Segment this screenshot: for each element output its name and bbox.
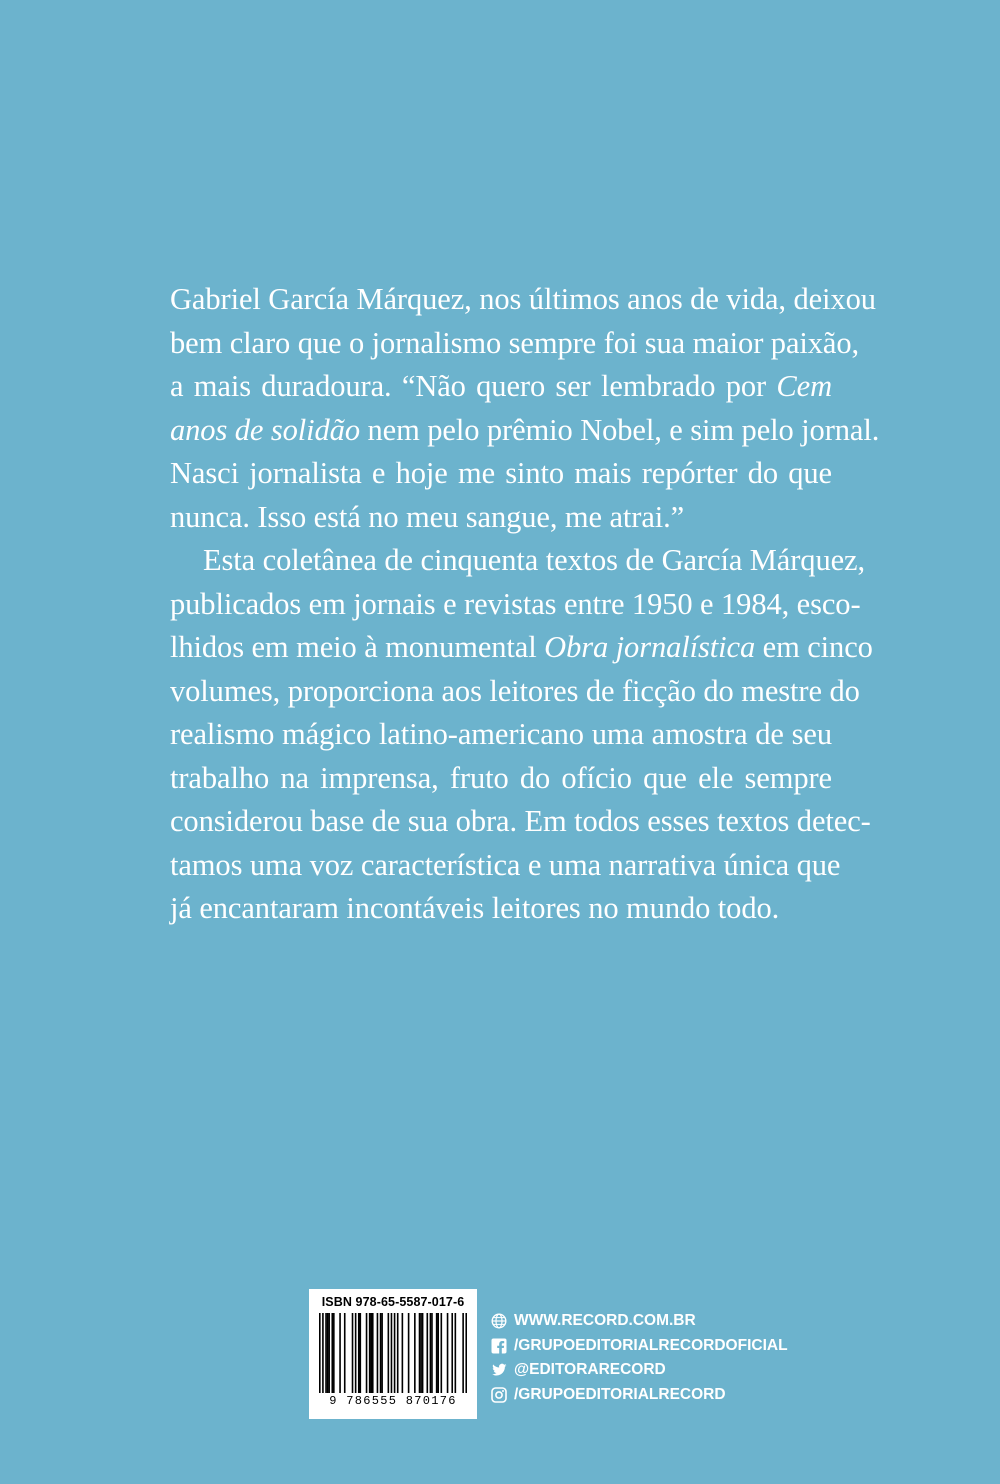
contact-twitter-text: @EDITORARECORD xyxy=(514,1361,666,1379)
contact-facebook-text: /GRUPOEDITORIALRECORDOFICIAL xyxy=(514,1336,788,1354)
blurb-line: bem claro que o jornalismo sempre foi sua maior paixão, xyxy=(170,325,860,360)
barcode-bar xyxy=(462,1313,464,1393)
blurb-line: trabalho na imprensa, fruto do ofício que ele sempre xyxy=(170,760,832,795)
barcode-bar xyxy=(369,1313,371,1393)
blurb-text: a mais duradoura. “Não quero ser lembrado por xyxy=(170,369,777,403)
barcode-bar xyxy=(325,1313,327,1393)
contact-website[interactable] xyxy=(491,1309,788,1334)
barcode-bar xyxy=(380,1313,382,1393)
blurb-line: realismo mágico latino-americano uma amostra de seu xyxy=(170,717,832,751)
contact-twitter[interactable] xyxy=(491,1358,788,1383)
barcode-bar xyxy=(339,1313,341,1393)
back-cover-blurb xyxy=(170,278,880,931)
barcode-bar xyxy=(377,1313,379,1393)
barcode-bar xyxy=(327,1313,329,1393)
globe-icon xyxy=(491,1313,507,1329)
blurb-line: já encantaram incontáveis leitores no mundo todo. xyxy=(170,891,780,925)
barcode-bar xyxy=(431,1313,433,1393)
barcode-bar xyxy=(391,1313,393,1393)
barcode-bar xyxy=(381,1313,383,1393)
facebook-icon xyxy=(491,1338,507,1354)
blurb-line xyxy=(170,409,880,453)
barcode-bar xyxy=(319,1313,321,1393)
barcode-bar xyxy=(366,1313,368,1393)
contact-facebook[interactable] xyxy=(491,1334,788,1359)
barcode-bar xyxy=(419,1313,421,1393)
contact-instagram-text: /GRUPOEDITORIALRECORD xyxy=(514,1385,726,1403)
barcode-bar xyxy=(328,1313,330,1393)
barcode-bar xyxy=(370,1313,372,1393)
barcode-bar xyxy=(408,1313,410,1393)
barcode-bar xyxy=(465,1313,467,1393)
contact-instagram[interactable] xyxy=(491,1383,788,1408)
barcode-bar xyxy=(430,1313,432,1393)
blurb-line: Gabriel García Márquez, nos últimos anos de vida, deixou xyxy=(170,282,876,316)
blurb-text: nem pelo prêmio Nobel, e sim pelo jornal. xyxy=(359,412,880,447)
barcode-bar xyxy=(420,1313,422,1393)
barcode-bar xyxy=(455,1313,457,1393)
barcode-bar xyxy=(352,1313,354,1393)
blurb-line xyxy=(170,365,832,409)
barcode-bar xyxy=(414,1313,416,1393)
blurb-line: considerou base de sua obra. Em todos esses textos detec- xyxy=(170,804,871,838)
barcode-bar xyxy=(422,1313,424,1393)
barcode-bar xyxy=(358,1313,360,1393)
barcode-bar xyxy=(397,1313,399,1393)
blurb-text: lhidos em meio à monumental xyxy=(170,630,545,664)
publisher-contacts xyxy=(491,1309,788,1407)
blurb-line: Esta coletânea de cinquenta textos de García Márquez, xyxy=(203,543,865,577)
barcode-bar xyxy=(441,1313,443,1393)
barcode-bar xyxy=(451,1313,453,1393)
barcode-bar xyxy=(388,1313,390,1393)
blurb-line: Nasci jornalista e hoje me sinto mais repórter do que xyxy=(170,456,832,490)
book-title-italic: Cem xyxy=(776,369,832,403)
barcode-bar xyxy=(355,1313,357,1393)
barcode-bar xyxy=(372,1313,374,1393)
twitter-icon xyxy=(491,1362,507,1378)
book-title-italic: anos de solidão xyxy=(170,412,360,447)
contact-website-text: WWW.RECORD.COM.BR xyxy=(514,1312,696,1330)
ean-digits: 9 786555 870176 xyxy=(329,1394,457,1408)
book-title-italic: Obra jornalística xyxy=(544,630,756,664)
barcode-bar xyxy=(344,1313,346,1393)
barcode-image xyxy=(319,1313,467,1393)
blurb-paragraph-2 xyxy=(170,539,873,931)
blurb-line: tamos uma voz característica e uma narrativa única que xyxy=(170,847,841,882)
barcode-bar xyxy=(322,1313,324,1393)
barcode-bar xyxy=(402,1313,404,1393)
barcode-bar xyxy=(426,1313,428,1393)
barcode-bar xyxy=(333,1313,335,1393)
blurb-text: em cinco xyxy=(755,630,873,664)
isbn-label: ISBN 978-65-5587-017-6 xyxy=(321,1295,465,1309)
blurb-line: publicados em jornais e revistas entre 1950 e 1984, esco- xyxy=(170,586,861,621)
barcode-bar xyxy=(360,1313,362,1393)
barcode-bar xyxy=(437,1313,439,1393)
blurb-line xyxy=(170,626,873,670)
barcode-bar xyxy=(436,1313,438,1393)
blurb-paragraph-1 xyxy=(170,278,880,539)
barcode-bar xyxy=(394,1313,396,1393)
blurb-line: volumes, proporciona aos leitores de ficção do mestre do xyxy=(170,673,860,708)
instagram-icon xyxy=(491,1387,507,1403)
barcode-bar xyxy=(331,1313,333,1393)
barcode-bar xyxy=(447,1313,449,1393)
isbn-barcode-box xyxy=(309,1289,477,1419)
blurb-line: nunca. Isso está no meu sangue, me atrai.” xyxy=(170,499,685,534)
